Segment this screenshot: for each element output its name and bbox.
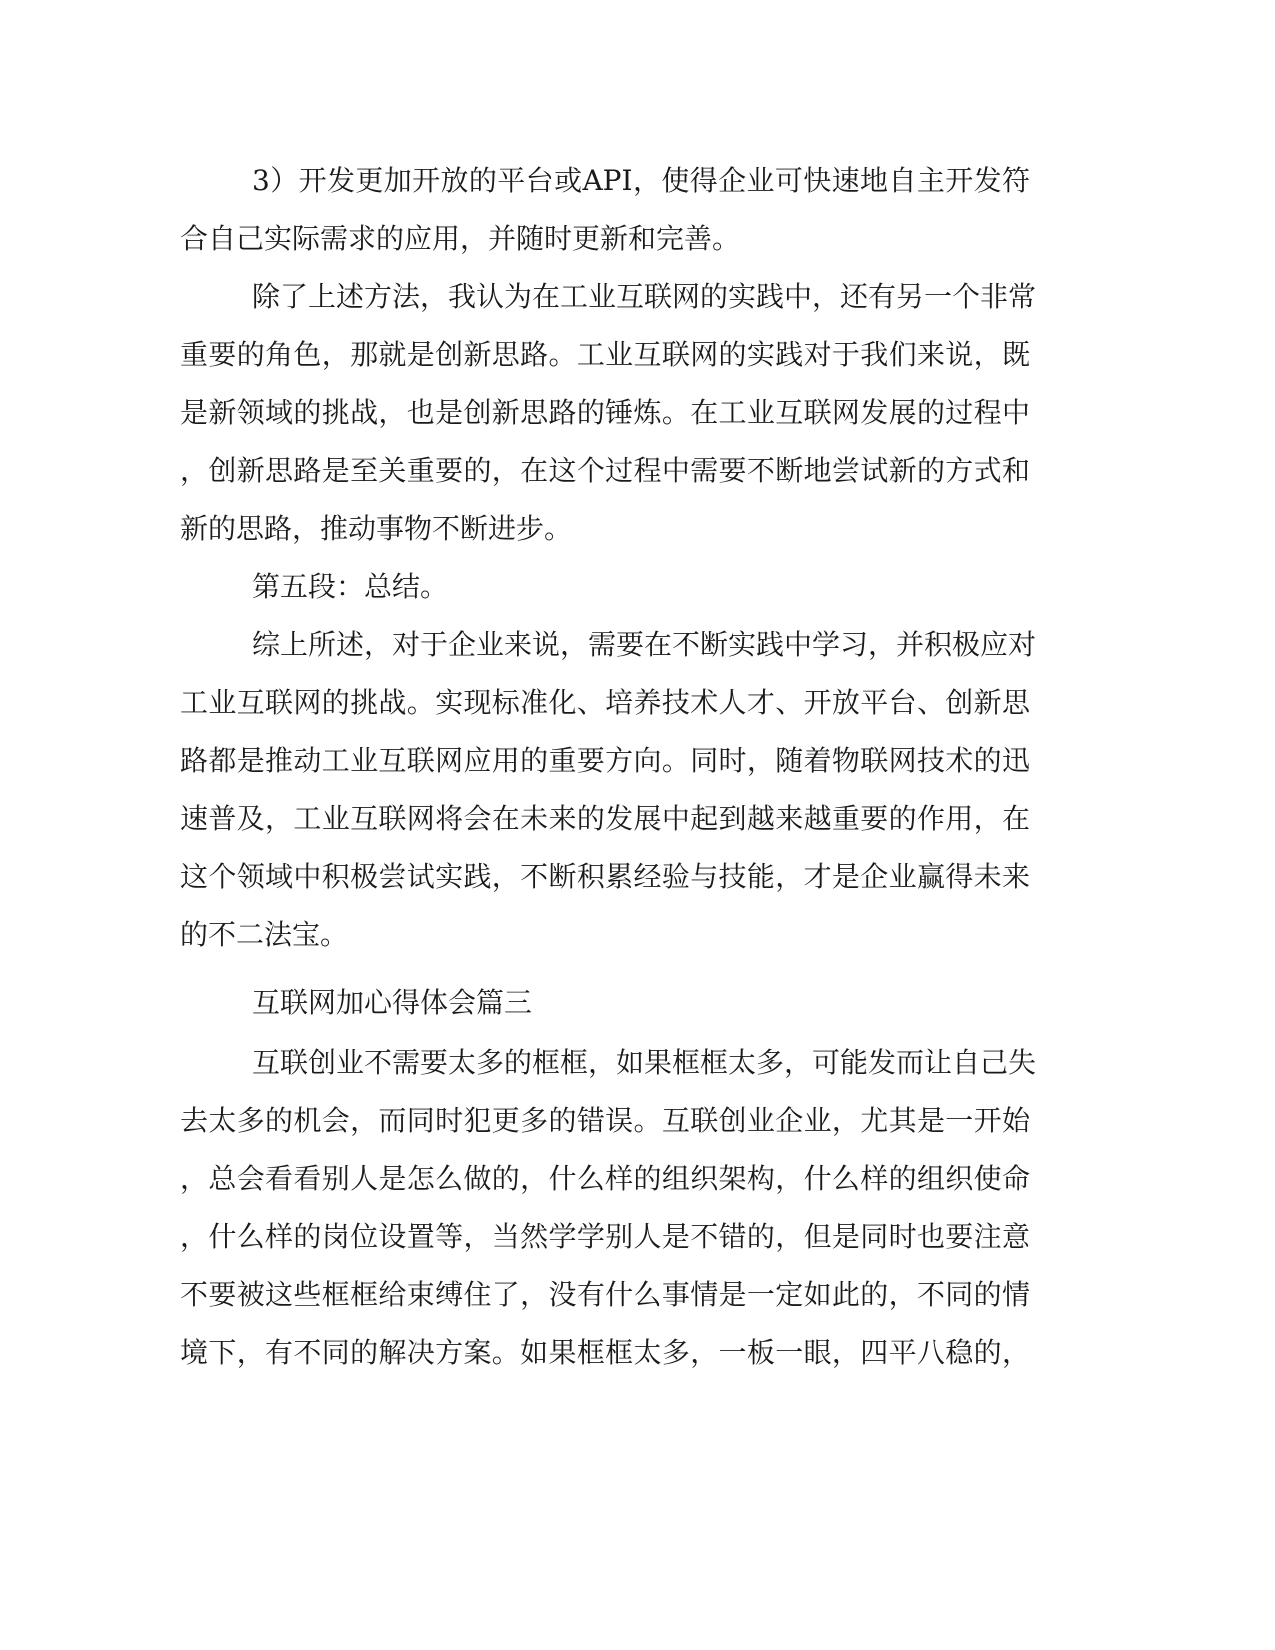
text-line: 综上所述，对于企业来说，需要在不断实践中学习，并积极应对 bbox=[252, 628, 1037, 661]
text-line: 互联创业不需要太多的框框，如果框框太多，可能发而让自己失 bbox=[252, 1046, 1037, 1079]
text-line: 的不二法宝。 bbox=[180, 918, 349, 951]
text-line: 3）开发更加开放的平台或API，使得企业可快速地自主开发符 bbox=[252, 164, 1030, 197]
section-heading: 第五段：总结。 bbox=[252, 570, 449, 603]
text-line: 除了上述方法，我认为在工业互联网的实践中，还有另一个非常 bbox=[252, 280, 1037, 313]
text-line: 是新领域的挑战，也是创新思路的锤炼。在工业互联网发展的过程中 bbox=[180, 396, 1030, 429]
text-line: 重要的角色，那就是创新思路。工业互联网的实践对于我们来说，既 bbox=[180, 338, 1030, 371]
text-line: 工业互联网的挑战。实现标准化、培养技术人才、开放平台、创新思 bbox=[180, 686, 1030, 719]
text-line: 去太多的机会，而同时犯更多的错误。互联创业企业，尤其是一开始 bbox=[180, 1104, 1030, 1137]
text-line: ，创新思路是至关重要的，在这个过程中需要不断地尝试新的方式和 bbox=[180, 454, 1030, 487]
text-line: 合自己实际需求的应用，并随时更新和完善。 bbox=[180, 222, 741, 255]
text-line: 不要被这些框框给束缚住了，没有什么事情是一定如此的，不同的情 bbox=[180, 1278, 1030, 1311]
text-line: 新的思路，推动事物不断进步。 bbox=[180, 512, 573, 545]
section-heading: 互联网加心得体会篇三 bbox=[252, 986, 533, 1019]
text-line: 这个领域中积极尝试实践，不断积累经验与技能，才是企业赢得未来 bbox=[180, 860, 1030, 893]
text-line: 境下，有不同的解决方案。如果框框太多，一板一眼，四平八稳的， bbox=[180, 1336, 1030, 1369]
text-line: ，总会看看别人是怎么做的，什么样的组织架构，什么样的组织使命 bbox=[180, 1162, 1030, 1195]
text-line: ，什么样的岗位设置等，当然学学别人是不错的，但是同时也要注意 bbox=[180, 1220, 1030, 1253]
text-line: 速普及，工业互联网将会在未来的发展中起到越来越重要的作用，在 bbox=[180, 802, 1030, 835]
text-line: 路都是推动工业互联网应用的重要方向。同时，随着物联网技术的迅 bbox=[180, 744, 1030, 777]
